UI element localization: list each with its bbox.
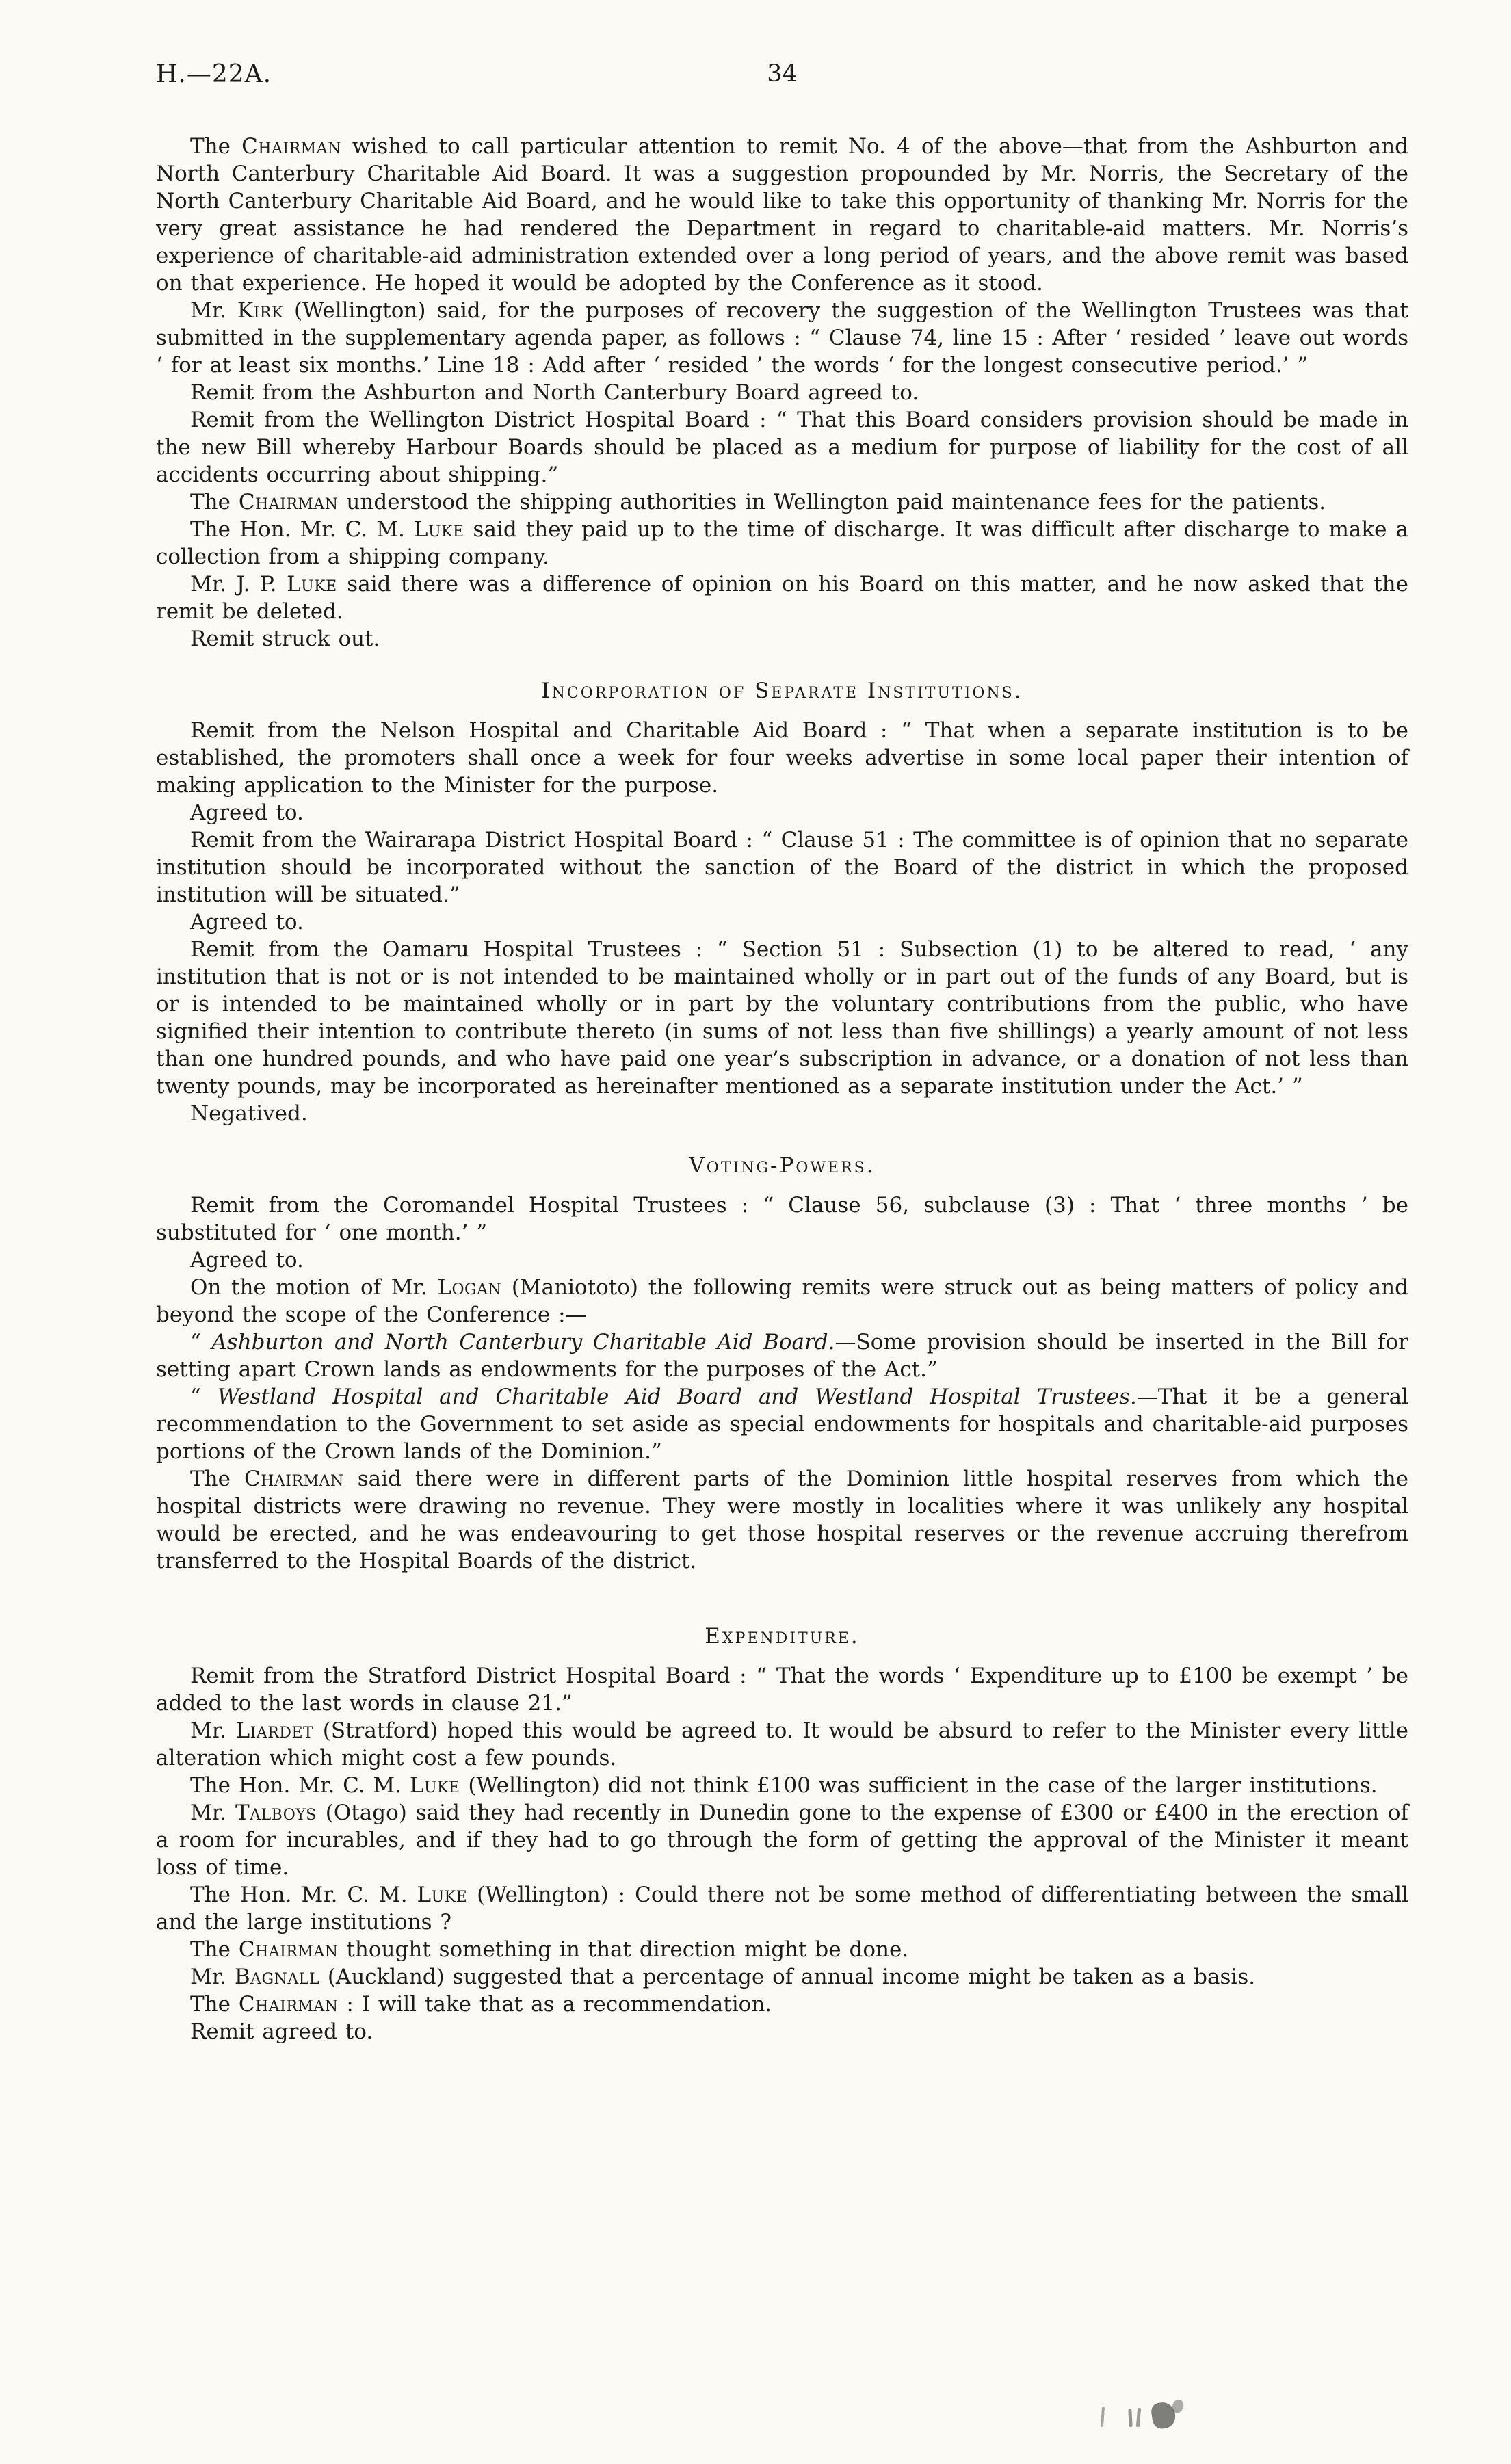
- running-head: [156, 60, 1408, 104]
- text-run: —Some provision should be inserted in the Bill for setting apart Crown lands as endowments for the purposes of the Act.”: [156, 1330, 1408, 1382]
- text-run: The: [190, 1992, 239, 2017]
- text-run: On the motion of Mr.: [190, 1275, 438, 1300]
- text-run: Remit agreed to.: [190, 2019, 373, 2044]
- text-run: (Auckland) suggested that a percentage of annual income might be taken as a basis.: [319, 1965, 1256, 1989]
- text-run: Remit from the Ashburton and North Canterbury Board agreed to.: [190, 380, 919, 405]
- text-run: (Maniototo) the following remits were struck out as being matters of policy and beyond the scope of the Conference :—: [156, 1275, 1408, 1327]
- paragraph: [156, 908, 1408, 936]
- paragraph: [156, 1274, 1408, 1328]
- text-run: (Otago) said they had recently in Dunedin gone to the expense of £300 or £400 in the erection of a room for incurables, and if they had to go through the form of getting the approval of the Minister it meant loss of time.: [156, 1800, 1408, 1880]
- text-run: Mr. J. P.: [190, 572, 287, 597]
- paragraph: [156, 717, 1408, 799]
- text-run: (Wellington) did not think £100 was sufficient in the case of the larger institutions.: [460, 1773, 1378, 1798]
- speaker-name: Incorporation of Separate Institutions.: [541, 679, 1023, 703]
- section-heading: [156, 1623, 1408, 1650]
- text-run: The Hon. Mr. C. M.: [190, 1883, 417, 1907]
- text-run: Remit struck out.: [190, 627, 380, 651]
- speaker-name: Luke: [417, 1883, 468, 1907]
- text-run: Remit from the Coromandel Hospital Trustees : “ Clause 56, subclause (3) : That ‘ three months ’ be substituted for ‘ one month.’ ”: [156, 1193, 1408, 1245]
- text-run: “: [190, 1385, 218, 1409]
- paragraph: [156, 1246, 1408, 1274]
- paragraph: [156, 379, 1408, 406]
- paragraph: [156, 826, 1408, 908]
- paragraph: [156, 1799, 1408, 1881]
- speaker-name: Logan: [437, 1275, 502, 1300]
- document-reference: H.—22A.: [156, 60, 272, 88]
- speaker-name: Liardet: [235, 1718, 314, 1743]
- section-heading: [156, 1152, 1408, 1179]
- text-run: Mr.: [190, 1965, 235, 1989]
- text-run: thought something in that direction might be done.: [338, 1937, 909, 1962]
- paragraph: [156, 1772, 1408, 1799]
- paragraph: [156, 1717, 1408, 1772]
- text-run: The: [190, 490, 239, 514]
- text-run: The: [190, 134, 242, 159]
- speaker-name: Talboys: [235, 1800, 317, 1825]
- speaker-name: Bagnall: [234, 1965, 319, 1989]
- text-run: said there was a difference of opinion on his Board on this matter, and he now asked that the remit be deleted.: [156, 572, 1408, 624]
- text-run: Mr.: [190, 298, 238, 323]
- text-run: Negatived.: [190, 1101, 308, 1126]
- paragraph: [156, 516, 1408, 571]
- paragraph: [156, 1963, 1408, 1991]
- board-name-italic: Westland Hospital and Charitable Aid Board and Westland Hospital Trustees.: [217, 1385, 1137, 1409]
- board-name-italic: Ashburton and North Canterbury Charitable Aid Board.: [211, 1330, 835, 1354]
- text-run: The: [190, 1467, 244, 1491]
- document-blocks: [156, 133, 1408, 2045]
- speaker-name: Chairman: [238, 490, 339, 514]
- text-run: —That it be a general recommendation to the Government to set aside as special endowments for hospitals and charitable-aid purposes portions of the Crown lands of the Dominion.”: [156, 1385, 1409, 1464]
- text-run: understood the shipping authorities in Wellington paid maintenance fees for the patients.: [338, 490, 1326, 514]
- speaker-name: Kirk: [237, 298, 283, 323]
- text-run: Agreed to.: [190, 800, 304, 825]
- text-run: The: [190, 1937, 239, 1962]
- paragraph: [156, 625, 1408, 653]
- page-number: 34: [767, 60, 798, 88]
- text-run: said they paid up to the time of discharge. It was difficult after discharge to make a collection from a shipping company.: [156, 517, 1408, 569]
- text-run: wished to call particular attention to remit No. 4 of the above—that from the Ashburton and North Canterbury Charitable Aid Board. It was a suggestion propounded by Mr. Norris, the Secretary of the North Canterbury Charitable Aid Board, and he would like to take this opportunity of thanking Mr. Norris for the very great assistance he had rendered the Department in regard to charitable-aid matters. Mr. Norris’s experience of charitable-aid administration extended over a long period of years, and the above remit was based on that experience. He hoped it would be adopted by the Conference as it stood.: [156, 134, 1409, 296]
- paragraph: [156, 1192, 1408, 1246]
- speaker-name: Chairman: [241, 134, 341, 159]
- text-run: Remit from the Oamaru Hospital Trustees : “ Section 51 : Subsection (1) to be altered to read, ‘ any institution that is not or is not intended to be maintained wholly or in part out of the funds of any Board, but is or is intended to be maintained wholly or in part by the voluntary contributions from the public, who have signified their intention to contribute thereto (in sums of not less than five shillings) a yearly amount of not less than one hundred pounds, and who have paid one year’s subscription in advance, or a donation of not less than twenty pounds, may be incorporated as hereinafter mentioned as a separate institution under the Act.’ ”: [156, 937, 1408, 1099]
- speaker-name: Expenditure.: [705, 1624, 860, 1649]
- section-heading: [156, 677, 1408, 705]
- paragraph: [156, 133, 1408, 297]
- speaker-name: Luke: [413, 517, 464, 542]
- text-run: Mr.: [190, 1718, 236, 1743]
- paragraph: [156, 406, 1408, 488]
- paragraph: [156, 1328, 1408, 1383]
- text-run: (Wellington) said, for the purposes of recovery the suggestion of the Wellington Trustees was that submitted in the supplementary agenda paper, as follows : “ Clause 74, line 15 : After ‘ resided ’ leave out words ‘ for at least six months.’ Line 18 : Add after ‘ resided ’ the words ‘ for the longest consecutive period.’ ”: [156, 298, 1408, 378]
- paragraph: [156, 1936, 1408, 1963]
- speaker-name: Chairman: [238, 1937, 339, 1962]
- paragraph: [156, 297, 1408, 379]
- speaker-name: Chairman: [244, 1467, 344, 1491]
- text-run: The Hon. Mr. C. M.: [190, 1773, 410, 1798]
- speaker-name: Luke: [287, 572, 337, 597]
- paragraph: [156, 1383, 1408, 1465]
- text-run: Agreed to.: [190, 1248, 304, 1272]
- text-run: (Wellington) : Could there not be some method of differentiating between the small and the large institutions ?: [156, 1883, 1408, 1935]
- paragraph: [156, 1465, 1408, 1575]
- text-run: Remit from the Nelson Hospital and Charitable Aid Board : “ That when a separate institution is to be established, the promoters shall once a week for four weeks advertise in some local paper their intention of making application to the Minister for the purpose.: [156, 718, 1408, 798]
- text-run: Agreed to.: [190, 910, 304, 934]
- paragraph: [156, 2018, 1408, 2045]
- text-run: The Hon. Mr. C. M.: [190, 517, 414, 542]
- speaker-name: Chairman: [238, 1992, 339, 2017]
- speaker-name: Voting-Powers.: [689, 1153, 876, 1178]
- text-run: said there were in different parts of the Dominion little hospital reserves from which the hospital districts were drawing no revenue. They were mostly in localities where it was unlikely any hospital would be erected, and he was endeavouring to get those hospital reserves or the revenue accruing therefrom transferred to the Hospital Boards of the district.: [156, 1467, 1409, 1573]
- paragraph: [156, 799, 1408, 826]
- paragraph: [156, 1991, 1408, 2018]
- text-run: Mr.: [190, 1800, 235, 1825]
- text-run: Remit from the Stratford District Hospital Board : “ That the words ‘ Expenditure up to £100 be exempt ’ be added to the last words in clause 21.”: [156, 1664, 1408, 1716]
- paragraph: [156, 1881, 1408, 1936]
- paragraph: [156, 488, 1408, 516]
- ink-smudge-artifact: [1101, 2400, 1197, 2434]
- text-run: “: [190, 1330, 212, 1354]
- speaker-name: Luke: [409, 1773, 460, 1798]
- text-run: Remit from the Wellington District Hospital Board : “ That this Board considers provision should be made in the new Bill whereby Harbour Boards should be placed as a medium for purpose of liability for the cost of all accidents occurring about shipping.”: [156, 408, 1408, 487]
- paragraph: [156, 1662, 1408, 1717]
- paragraph: [156, 936, 1408, 1100]
- text-run: : I will take that as a recommendation.: [338, 1992, 772, 2017]
- paragraph: [156, 1100, 1408, 1127]
- text-run: (Stratford) hoped this would be agreed to. It would be absurd to refer to the Minister every little alteration which might cost a few pounds.: [156, 1718, 1408, 1770]
- text-run: Remit from the Wairarapa District Hospital Board : “ Clause 51 : The committee is of opinion that no separate institution should be incorporated without the sanction of the Board of the district in which the proposed institution will be situated.”: [156, 828, 1408, 907]
- paragraph: [156, 571, 1408, 625]
